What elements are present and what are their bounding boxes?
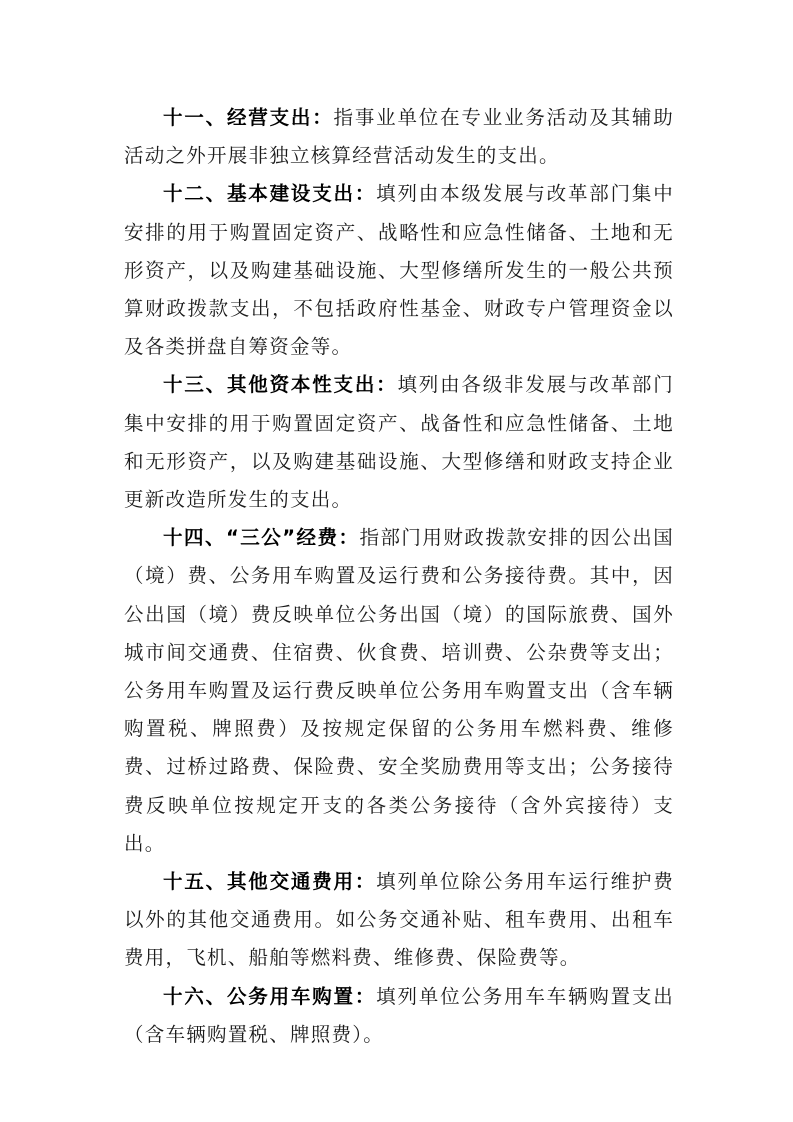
paragraph-heading: 十五、其他交通费用： <box>163 870 377 894</box>
paragraph-heading: 十四、“三公”经费： <box>163 526 360 550</box>
paragraph-heading: 十二、基本建设支出： <box>163 182 377 206</box>
paragraph-heading: 十六、公务用车购置： <box>163 984 377 1008</box>
paragraph-item-12 <box>124 175 674 366</box>
paragraph-text: 指部门用财政拨款安排的因公出国（境）费、公务用车购置及运行费和公务接待费。其中，因公出国（境）费反映单位公务出国（境）的国际旅费、国外城市间交通费、住宿费、伙食费、培训费、公杂费等支出；公务用车购置及运行费反映单位公务用车购置支出（含车辆购置税、牌照费）及按规定保留的公务用车燃料费、维修费、过桥过路费、保险费、安全奖励费用等支出；公务接待费反映单位按规定开支的各类公务接待（含外宾接待）支出。 <box>124 526 674 855</box>
paragraph-text: 填列单位除公务用车运行维护费以外的其他交通费用。如公务交通补贴、租车费用、出租车费用，飞机、船舶等燃料费、维修费、保险费等。 <box>124 870 674 970</box>
paragraph-item-15 <box>124 863 674 978</box>
paragraph-text: 填列由本级发展与改革部门集中安排的用于购置固定资产、战略性和应急性储备、土地和无形资产，以及购建基础设施、大型修缮所发生的一般公共预算财政拨款支出，不包括政府性基金、财政专户管理资金以及各类拼盘自筹资金等。 <box>124 182 674 359</box>
paragraph-heading: 十一、经营支出： <box>163 106 334 129</box>
paragraph-text: 指事业单位在专业业务活动及其辅助活动之外开展非独立核算经营活动发生的支出。 <box>124 106 674 168</box>
paragraph-heading: 十三、其他资本性支出： <box>163 373 398 397</box>
paragraph-item-16 <box>124 978 674 1054</box>
paragraph-text: 填列由各级非发展与改革部门集中安排的用于购置固定资产、战备性和应急性储备、土地和无形资产，以及购建基础设施、大型修缮和财政支持企业更新改造所发生的支出。 <box>124 373 674 512</box>
paragraph-item-13 <box>124 366 674 519</box>
paragraph-item-11 <box>124 99 674 175</box>
document-body <box>124 99 674 1054</box>
paragraph-item-14 <box>124 519 674 863</box>
paragraph-text: 填列单位公务用车车辆购置支出（含车辆购置税、牌照费）。 <box>124 984 674 1046</box>
